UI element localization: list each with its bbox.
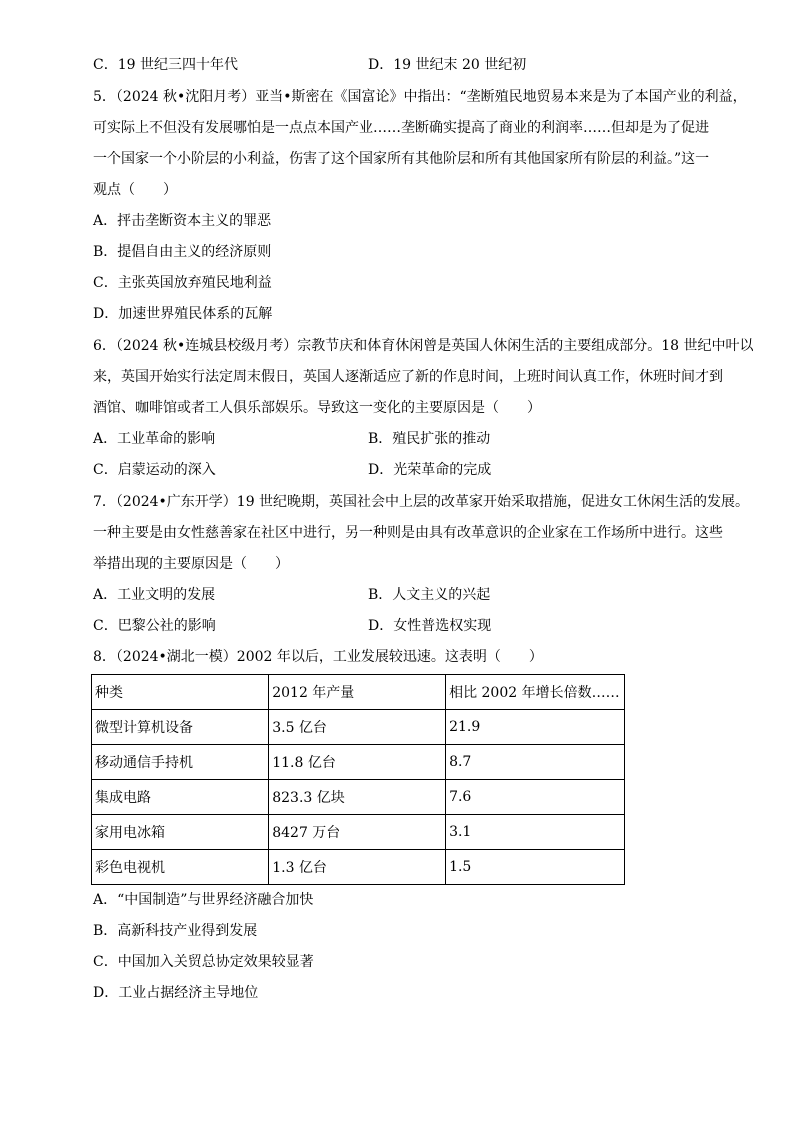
table-cell: 8.7	[446, 745, 625, 780]
table-row	[92, 745, 625, 780]
q7-stem-line-2: 一种主要是由女性慈善家在社区中进行，另一种则是由具有改革意识的企业家在工作场所中进行。这些	[93, 525, 723, 541]
q5-option-b[interactable]: B．提倡自由主义的经济原则	[93, 244, 272, 260]
table-cell: 21.9	[446, 710, 625, 745]
table-row	[92, 710, 625, 745]
q8-data-table	[91, 674, 625, 885]
q5-option-d[interactable]: D．加速世界殖民体系的瓦解	[93, 306, 273, 322]
q6-stem-line-3: 酒馆、咖啡馆或者工人俱乐部娱乐。导致这一变化的主要原因是（ ）	[93, 400, 541, 416]
q7-option-c[interactable]: C．巴黎公社的影响	[93, 618, 216, 634]
q5-option-c[interactable]: C．主张英国放弃殖民地利益	[93, 275, 272, 291]
q5-stem-line-1: 5．（2024 秋•沈阳月考）亚当•斯密在《国富论》中指出：“垄断殖民地贸易本来是为了本国产业的利益，	[93, 89, 747, 105]
q8-option-c[interactable]: C．中国加入关贸总协定效果较显著	[93, 954, 314, 970]
q7-stem-line-1: 7．（2024•广东开学）19 世纪晚期，英国社会中上层的改革家开始采取措施，促进女工休闲生活的发展。	[93, 494, 750, 510]
table-cell: 823.3 亿块	[269, 780, 446, 815]
table-cell: 1.5	[446, 850, 625, 885]
q5-option-a[interactable]: A．抨击垄断资本主义的罪恶	[93, 213, 272, 229]
q6-stem-line-2: 来，英国开始实行法定周末假日，英国人逐渐适应了新的作息时间，上班时间认真工作，休班时间才到	[93, 369, 723, 385]
table-cell: 8427 万台	[269, 815, 446, 850]
table-cell: 1.3 亿台	[269, 850, 446, 885]
table-cell: 3.5 亿台	[269, 710, 446, 745]
prev-option-d[interactable]: D．19 世纪末 20 世纪初	[368, 57, 527, 73]
q5-stem-line-2: 可实际上不但没有发展哪怕是一点点本国产业……垄断确实提高了商业的利润率……但却是为了促进	[93, 120, 709, 136]
q8-option-b[interactable]: B．高新科技产业得到发展	[93, 923, 258, 939]
prev-option-c[interactable]: C．19 世纪三四十年代	[93, 57, 238, 73]
q6-option-c[interactable]: C．启蒙运动的深入	[93, 462, 216, 478]
q7-option-a[interactable]: A．工业文明的发展	[93, 587, 216, 603]
q6-option-d[interactable]: D．光荣革命的完成	[368, 462, 492, 478]
q7-option-d[interactable]: D．女性普选权实现	[368, 618, 492, 634]
q8-stem: 8．（2024•湖北一模）2002 年以后，工业发展较迅速。这表明（ ）	[93, 649, 543, 665]
table-row	[92, 815, 625, 850]
q6-option-b[interactable]: B．殖民扩张的推动	[368, 431, 491, 447]
table-cell: 微型计算机设备	[92, 710, 269, 745]
table-header-cell: 种类	[92, 675, 269, 710]
q7-option-b[interactable]: B．人文主义的兴起	[368, 587, 491, 603]
table-header-row	[92, 675, 625, 710]
q5-stem-line-4: 观点（ ）	[93, 182, 177, 198]
q7-stem-line-3: 举措出现的主要原因是（ ）	[93, 556, 289, 572]
table-cell: 移动通信手持机	[92, 745, 269, 780]
table-row	[92, 780, 625, 815]
q5-stem-line-3: 一个国家一个小阶层的小利益，伤害了这个国家所有其他阶层和所有其他国家所有阶层的利益。”这一	[93, 151, 710, 167]
q8-option-d[interactable]: D．工业占据经济主导地位	[93, 985, 259, 1001]
table-cell: 集成电路	[92, 780, 269, 815]
table-cell: 11.8 亿台	[269, 745, 446, 780]
table-header-cell: 相比 2002 年增长倍数……	[446, 675, 625, 710]
q8-option-a[interactable]: A．“中国制造”与世界经济融合加快	[93, 892, 314, 908]
q6-stem-line-1: 6．（2024 秋•连城县校级月考）宗教节庆和体育休闲曾是英国人休闲生活的主要组成部分。18 世纪中叶以	[93, 338, 754, 354]
table-row	[92, 850, 625, 885]
table-cell: 家用电冰箱	[92, 815, 269, 850]
table-cell: 7.6	[446, 780, 625, 815]
table-header-cell: 2012 年产量	[269, 675, 446, 710]
q6-option-a[interactable]: A．工业革命的影响	[93, 431, 216, 447]
table-cell: 3.1	[446, 815, 625, 850]
table-cell: 彩色电视机	[92, 850, 269, 885]
